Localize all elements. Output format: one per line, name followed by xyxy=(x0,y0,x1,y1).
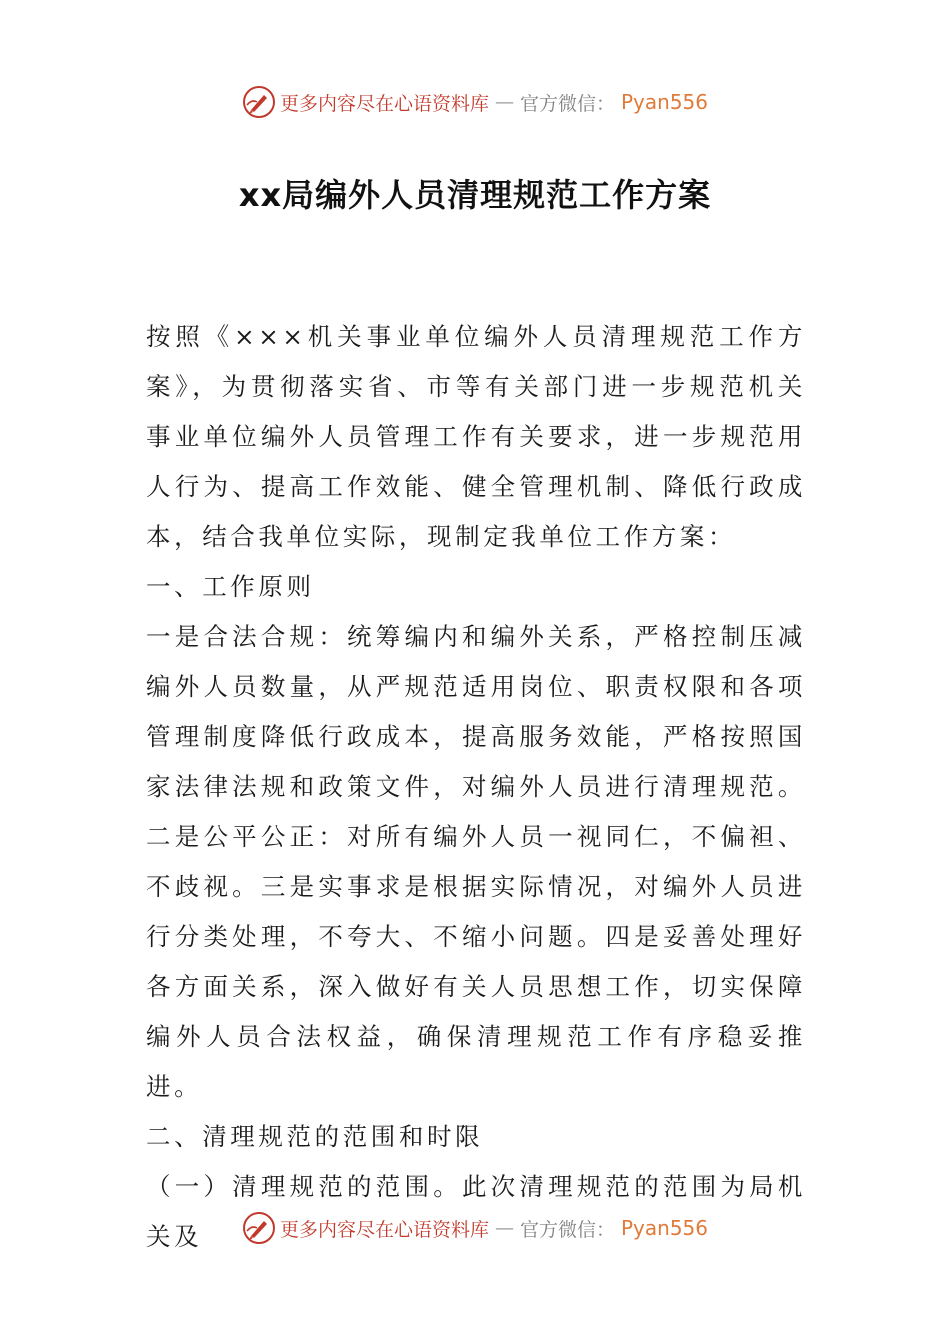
site-name: 更多内容尽在心语资料库 xyxy=(279,1218,489,1241)
document-title: xx局编外人员清理规范工作方案 xyxy=(238,176,712,214)
header-banner xyxy=(0,82,950,122)
paragraph-scope: （一）清理规范的范围。此次清理规范的范围为局机关及 xyxy=(146,1172,806,1251)
banner-dash: — xyxy=(494,1217,514,1239)
section-heading-2: 二、清理规范的范围和时限 xyxy=(146,1122,484,1151)
paragraph-principles: 一是合法合规：统筹编内和编外关系，严格控制压减编外人员数量，从严规范适用岗位、职责权限和各项管理制度降低行政成本，提高服务效能，严格按照国家法律法规和政策文件，对编外人员进行清理规范。二是公平公正：对所有编外人员一视同仁，不偏袒、不歧视。三是实事求是根据实际情况，对编外人员进行分类处理，不夸大、不缩小问题。四是妥善处理好各方面关系，深入做好有关人员思想工作，切实保障编外人员合法权益，确保清理规范工作有序稳妥推进。 xyxy=(146,622,806,1101)
wechat-id: Pyan556 xyxy=(621,90,709,114)
section-heading-1: 一、工作原则 xyxy=(146,572,315,601)
wechat-label: 官方微信： xyxy=(519,1218,615,1241)
pen-logo-icon xyxy=(242,1211,276,1245)
wechat-id: Pyan556 xyxy=(621,1216,709,1240)
footer-banner xyxy=(0,1208,950,1248)
pen-logo-icon xyxy=(242,85,276,119)
site-name: 更多内容尽在心语资料库 xyxy=(279,92,489,115)
paragraph-intro: 按照《×××机关事业单位编外人员清理规范工作方案》，为贯彻落实省、市等有关部门进一步规范机关事业单位编外人员管理工作有关要求，进一步规范用人行为、提高工作效能、健全管理机制、降低行政成本，结合我单位实际，现制定我单位工作方案： xyxy=(146,322,806,551)
banner-dash: — xyxy=(494,91,514,113)
wechat-label: 官方微信： xyxy=(519,92,615,115)
document-body xyxy=(146,312,806,1262)
